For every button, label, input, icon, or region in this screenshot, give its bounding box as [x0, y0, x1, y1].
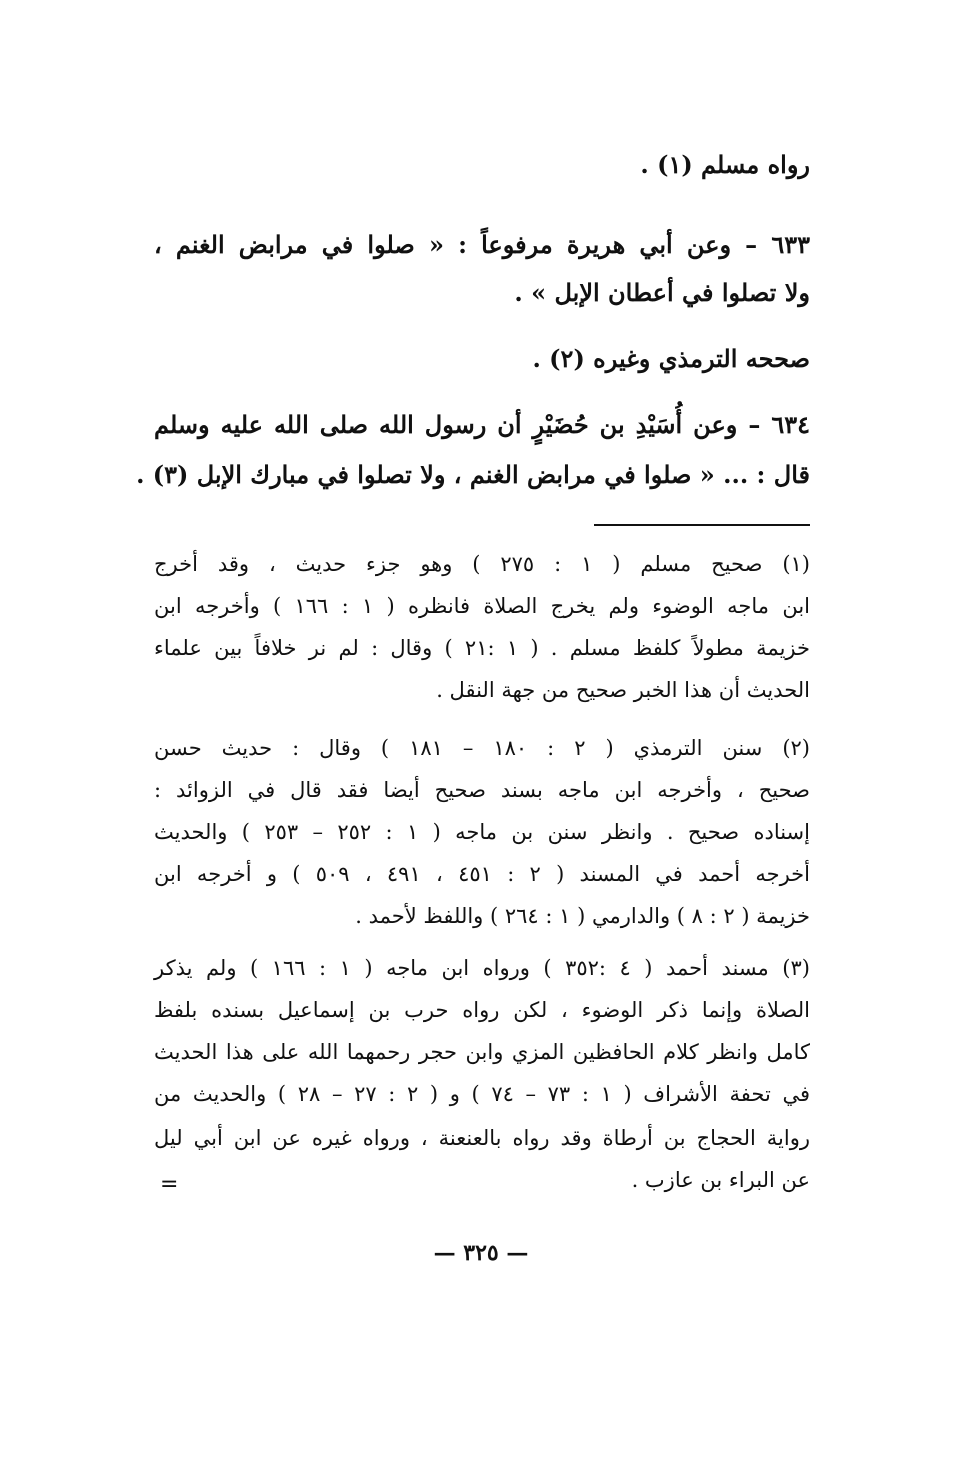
hadith-633-line: ٦٣٣ – وعن أبي هريرة مرفوعاً : « صلوا في مرابض الغنم ،: [154, 230, 810, 259]
main-text-line: رواه مسلم (١) .: [640, 150, 810, 179]
footnote-separator: [594, 524, 810, 526]
footnote-3-line: الصلاة وإنما ذكر الوضوء ، لكن رواه حرب بن إسماعيل بسنده بلفظ: [154, 998, 810, 1022]
footnote-3-line: كامل وانظر كلام الحافظين المزي وابن حجر رحمهما الله على هذا الحديث: [154, 1040, 810, 1064]
footnote-3-line: عن البراء بن عازب .: [631, 1168, 810, 1192]
hadith-634-line: قال : ... « صلوا في مرابض الغنم ، ولا تصلوا في مبارك الإبل (٣) .: [136, 460, 810, 489]
page-number: — ٣٢٥ —: [433, 1240, 529, 1266]
footnote-2-line: (٢) سنن الترمذي ( ٢ : ١٨٠ – ١٨١ ) وقال : حديث حسن: [154, 736, 810, 760]
hadith-634-line: ٦٣٤ – وعن أُسَيْدِ بن حُضَيْرٍ أن رسول الله صلى الله عليه وسلم: [154, 410, 810, 439]
continuation-mark: =: [160, 1172, 179, 1197]
footnote-2-line: صحيح ، وأخرجه ابن ماجه بسند صحيح أيضا فقد قال في الزوائد :: [154, 778, 810, 802]
footnote-1-line: خزيمة مطولاً كلفظ مسلم . ( ١ :٢١ ) وقال : لم نر خلافاً بين علماء: [154, 636, 810, 660]
hadith-633-line: ولا تصلوا في أعطان الإبل » .: [514, 278, 810, 307]
footnote-2-line: أخرجه أحمد في المسند ( ٢ : ٤٥١ ، ٤٩١ ، ٥٠٩ ) و أخرجه ابن: [154, 862, 811, 886]
footnote-2-line: إسناده صحيح . وانظر سنن بن ماجه ( ١ : ٢٥٢ – ٢٥٣ ) والحديث: [154, 820, 810, 844]
grading-text: صححه الترمذي وغيره (٢) .: [532, 344, 810, 373]
footnote-3-line: رواية الحجاج بن أرطاة وقد رواه بالعنعنة ، ورواه غيره عن ابن أبي ليل: [154, 1126, 810, 1150]
footnote-1-line: الحديث أن هذا الخبر صحيح من جهة النقل .: [436, 678, 810, 702]
footnote-2-line: خزيمة ( ٢ : ٨ ) والدارمي ( ١ : ٢٦٤ ) واللفظ لأحمد .: [355, 904, 810, 928]
footnote-3-line: في تحفة الأشراف ( ١ : ٧٣ – ٧٤ ) و ( ٢ : ٢٧ – ٢٨ ) والحديث من: [154, 1082, 810, 1106]
footnote-3-line: (٣) مسند أحمد ( ٤ :٣٥٢ ) ورواه ابن ماجه ( ١ : ١٦٦ ) ولم يذكر: [154, 956, 810, 980]
footnote-1-line: (١) صحيح مسلم ( ١ : ٢٧٥ ) وهو جزء حديث ، وقد أخرج: [154, 552, 810, 576]
footnote-1-line: ابن ماجه الوضوء ولم يخرج الصلاة فانظره ( ١ : ١٦٦ ) وأخرجه ابن: [154, 594, 810, 618]
